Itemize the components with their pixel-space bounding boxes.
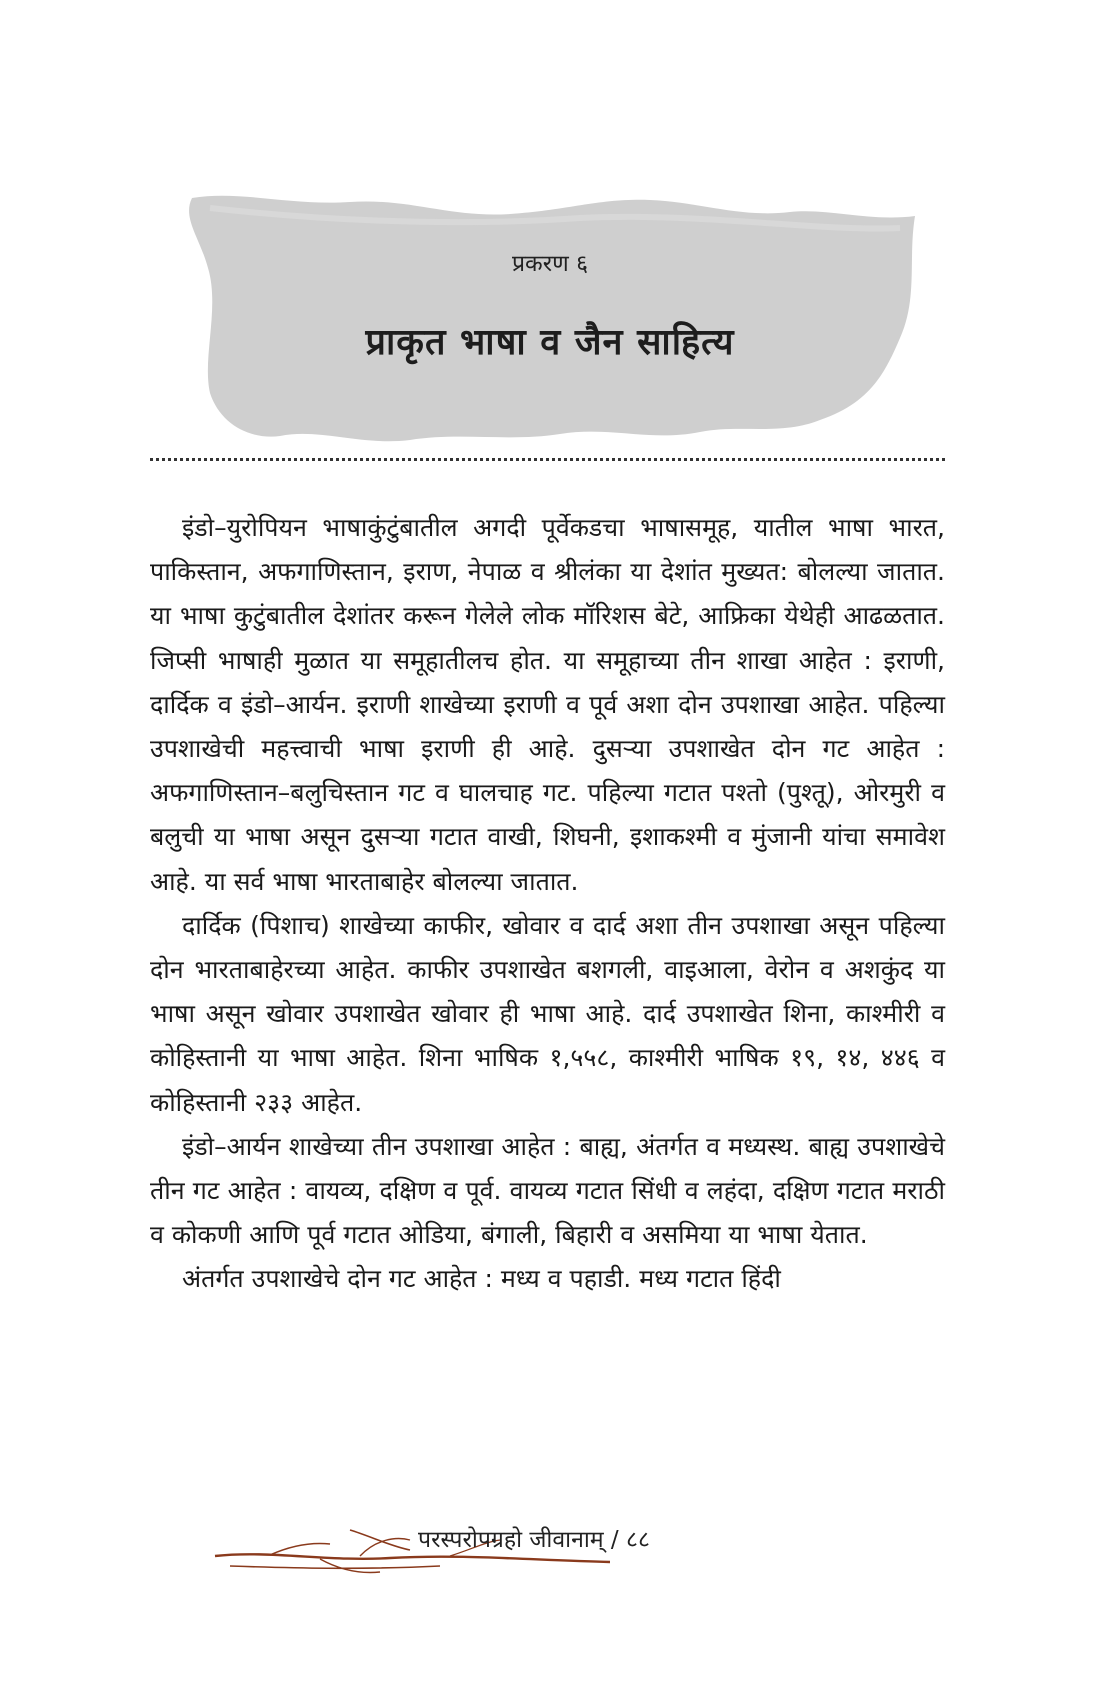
chapter-title: प्राकृत भाषा व जैन साहित्य	[365, 322, 735, 363]
paragraph: इंडो–आर्यन शाखेच्या तीन उपशाखा आहेत : बाह्य, अंतर्गत व मध्यस्थ. बाह्य उपशाखेचे तीन गट आहेत : वायव्य, दक्षिण व पूर्व. वायव्य गटात सिंधी व लहंदा, दक्षिण गटात मराठी व कोकणी आणि पूर्व गटात ओडिया, बंगाली, बिहारी व असमिया या भाषा येतात.	[150, 1131, 945, 1250]
paragraph: इंडो–युरोपियन भाषाकुंटुंबातील अगदी पूर्वेकडचा भाषासमूह, यातील भाषा भारत, पाकिस्तान, अफगाणिस्तान, इराण, नेपाळ व श्रीलंका या देशांत मुख्यत: बोलल्या जातात. या भाषा कुटुंबातील देशांतर करून गेलेले लोक मॉरिशस बेटे, आफ्रिका येथेही आढळतात. जिप्सी भाषाही मुळात या समूहातीलच होत. या समूहाच्या तीन शाखा आहेत : इराणी, दार्दिक व इंडो–आर्यन. इराणी शाखेच्या इराणी व पूर्व अशा दोन उपशाखा आहेत. पहिल्या उपशाखेची महत्त्वाची भाषा इराणी ही आहे. दुसऱ्या उपशाखेत दोन गट आहेत : अफगाणिस्तान–बलुचिस्तान गट व घालचाह गट. पहिल्या गटात पश्तो (पुश्तू), ओरमुरी व बलुची या भाषा असून दुसऱ्या गटात वाखी, शिघनी, इशाकश्मी व मुंजानी यांचा समावेश आहे. या सर्व भाषा भारताबाहेर बोलल्या जातात.	[150, 513, 945, 896]
chapter-banner	[180, 188, 920, 453]
paragraph: दार्दिक (पिशाच) शाखेच्या काफीर, खोवार व दार्द अशा तीन उपशाखा असून पहिल्या दोन भारताबाहेरच्या आहेत. काफीर उपशाखेत बशगली, वाइआला, वेरोन व अशकुंद या भाषा असून खोवार उपशाखेत खोवार ही भाषा आहे. दार्द उपशाखेत शिना, काश्मीरी व कोहिस्तानी या भाषा आहेत. शिना भाषिक १,५५८, काश्मीरी भाषिक १९, १४, ४४६ व कोहिस्तानी २३३ आहेत.	[150, 910, 945, 1117]
paragraph: अंतर्गत उपशाखेचे दोन गट आहेत : मध्य व पहाडी. मध्य गटात हिंदी	[182, 1264, 781, 1294]
dotted-divider	[150, 458, 945, 461]
body-text	[150, 506, 945, 1302]
page-footer	[210, 1510, 730, 1590]
footer-page-number: परस्परोपग्रहो जीवानाम् / ८८	[418, 1527, 650, 1553]
chapter-number: प्रकरण ६	[511, 251, 589, 277]
